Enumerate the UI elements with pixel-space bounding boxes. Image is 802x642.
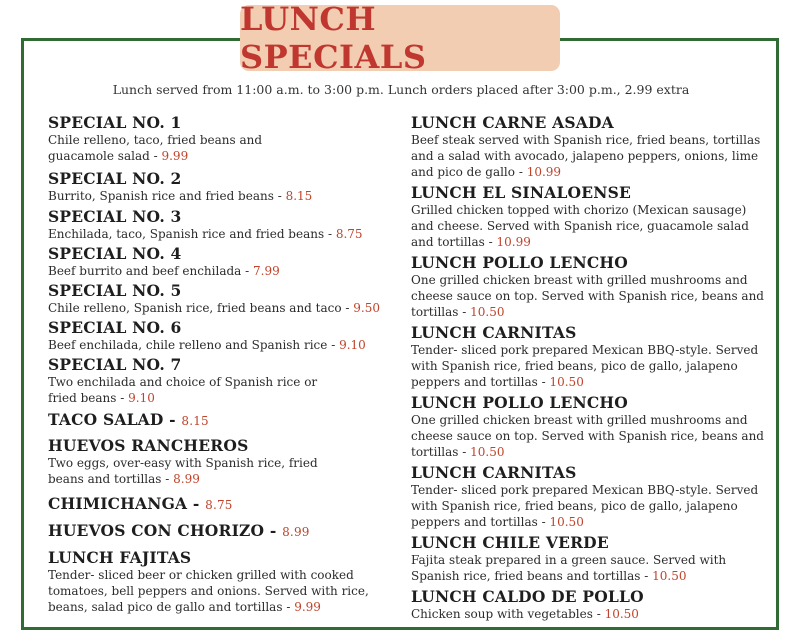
lunch-hours-note: Lunch served from 11:00 a.m. to 3:00 p.m. Lunch orders placed after 3:00 p.m., 2.99 extra	[112, 82, 690, 97]
item-name: SPECIAL NO. 7	[48, 355, 182, 374]
item-desc: Two eggs, over-easy with Spanish rice, fried beans and tortillas - 8.99	[48, 456, 318, 486]
menu-item-caldo-de-pollo	[411, 588, 771, 622]
item-desc: Grilled chicken topped with chorizo (Mexican sausage) and cheese. Served with Spanish rice, guacamole salad and tortillas - 10.99	[411, 203, 749, 249]
item-name: LUNCH CARNITAS	[411, 323, 577, 342]
menu-item-carne-asada	[411, 114, 771, 180]
item-name: SPECIAL NO. 3	[48, 207, 182, 226]
item-price: 9.50	[353, 301, 381, 315]
item-price: 8.99	[173, 472, 200, 486]
item-desc: Chile relleno, taco, fried beans and guacamole salad - 9.99	[48, 133, 263, 163]
item-price: 10.50	[470, 305, 505, 319]
item-desc: Tender- sliced beer or chicken grilled with cooked tomatoes, bell peppers and onions. Served with rice, beans, salad pico de gallo and tortillas - 9.99	[48, 568, 369, 614]
item-price: 10.50	[652, 569, 687, 583]
item-price: 9.99	[161, 149, 189, 163]
menu-item-special-2	[48, 170, 388, 204]
item-desc: Fajita steak prepared in a green sauce. Served with Spanish rice, fried beans and tortillas - 10.50	[411, 553, 727, 583]
item-price: 8.15	[181, 414, 209, 428]
item-price: 10.99	[526, 165, 562, 179]
menu-item-special-5	[48, 282, 388, 316]
item-price: 8.75	[335, 227, 363, 241]
item-name: LUNCH POLLO LENCHO	[411, 393, 628, 412]
item-name: SPECIAL NO. 4	[48, 244, 182, 263]
item-name: LUNCH CALDO DE POLLO	[411, 587, 644, 606]
item-desc: Beef steak served with Spanish rice, fried beans, tortillas and a salad with avocado, jalapeno peppers, onions, lime and pico de gallo - 10.99	[411, 133, 761, 179]
item-name: LUNCH CHILE VERDE	[411, 533, 609, 552]
menu-item-special-1	[48, 114, 388, 164]
item-desc: Tender- sliced pork prepared Mexican BBQ-style. Served with Spanish rice, fried beans, pico de gallo, jalapeno peppers and tortillas - 10.50	[411, 343, 759, 389]
menu-item-special-6	[48, 319, 388, 353]
item-name: LUNCH FAJITAS	[48, 548, 192, 567]
menu-item-carnitas-2	[411, 464, 771, 530]
item-name: HUEVOS CON CHORIZO - 8.99	[48, 521, 310, 540]
item-desc: One grilled chicken breast with grilled mushrooms and cheese sauce on top. Served with Spanish rice, beans and tortillas - 10.50	[411, 273, 764, 319]
item-desc: One grilled chicken breast with grilled mushrooms and cheese sauce on top. Served with Spanish rice, beans and tortillas - 10.50	[411, 413, 764, 459]
item-name: LUNCH EL SINALOENSE	[411, 183, 632, 202]
item-price: 10.50	[470, 445, 505, 459]
item-price: 8.15	[285, 189, 313, 203]
menu-item-huevos-rancheros	[48, 437, 388, 487]
item-desc: Burrito, Spanish rice and fried beans - 8.15	[48, 189, 313, 203]
item-desc: Tender- sliced pork prepared Mexican BBQ-style. Served with Spanish rice, fried beans, pico de gallo, jalapeno peppers and tortillas - 10.50	[411, 483, 759, 529]
menu-item-special-4	[48, 245, 388, 279]
item-price: 8.99	[282, 525, 310, 539]
menu-item-special-3	[48, 208, 388, 242]
menu-item-el-sinaloense	[411, 184, 771, 250]
menu-item-lunch-fajitas	[48, 549, 388, 615]
item-desc: Beef enchilada, chile relleno and Spanish rice - 9.10	[48, 338, 366, 352]
item-desc: Chicken soup with vegetables - 10.50	[411, 607, 639, 621]
item-price: 9.10	[339, 338, 366, 352]
item-price: 9.10	[128, 391, 155, 405]
title-banner	[240, 0, 560, 76]
item-name: LUNCH POLLO LENCHO	[411, 253, 628, 272]
menu-item-special-7	[48, 356, 388, 406]
item-name: SPECIAL NO. 1	[48, 113, 182, 132]
item-desc: Two enchilada and choice of Spanish rice or fried beans - 9.10	[48, 375, 318, 405]
item-name: HUEVOS RANCHEROS	[48, 436, 249, 455]
menu-item-taco-salad	[48, 411, 388, 430]
item-name: LUNCH CARNITAS	[411, 463, 577, 482]
item-name: TACO SALAD - 8.15	[48, 410, 209, 429]
item-name: CHIMICHANGA - 8.75	[48, 494, 233, 513]
menu-item-huevos-con-chorizo	[48, 522, 388, 541]
menu-item-chimichanga	[48, 495, 388, 514]
item-price: 9.99	[294, 600, 321, 614]
item-price: 10.99	[496, 235, 531, 249]
item-price: 10.50	[604, 607, 639, 621]
item-price: 10.50	[549, 515, 584, 529]
item-price: 10.50	[549, 375, 584, 389]
item-name: SPECIAL NO. 6	[48, 318, 182, 337]
item-name: SPECIAL NO. 5	[48, 281, 182, 300]
item-name: SPECIAL NO. 2	[48, 169, 182, 188]
menu-item-pollo-lencho-2	[411, 394, 771, 460]
menu-item-carnitas	[411, 324, 771, 390]
menu-item-chile-verde	[411, 534, 771, 584]
item-desc: Chile relleno, Spanish rice, fried beans and taco - 9.50	[48, 301, 381, 315]
item-desc: Beef burrito and beef enchilada - 7.99	[48, 264, 280, 278]
item-price: 7.99	[253, 264, 280, 278]
menu-item-pollo-lencho	[411, 254, 771, 320]
menu-title: LUNCH SPECIALS	[240, 0, 427, 76]
item-name: LUNCH CARNE ASADA	[411, 113, 614, 132]
item-price: 8.75	[205, 498, 233, 512]
item-desc: Enchilada, taco, Spanish rice and fried beans - 8.75	[48, 227, 363, 241]
